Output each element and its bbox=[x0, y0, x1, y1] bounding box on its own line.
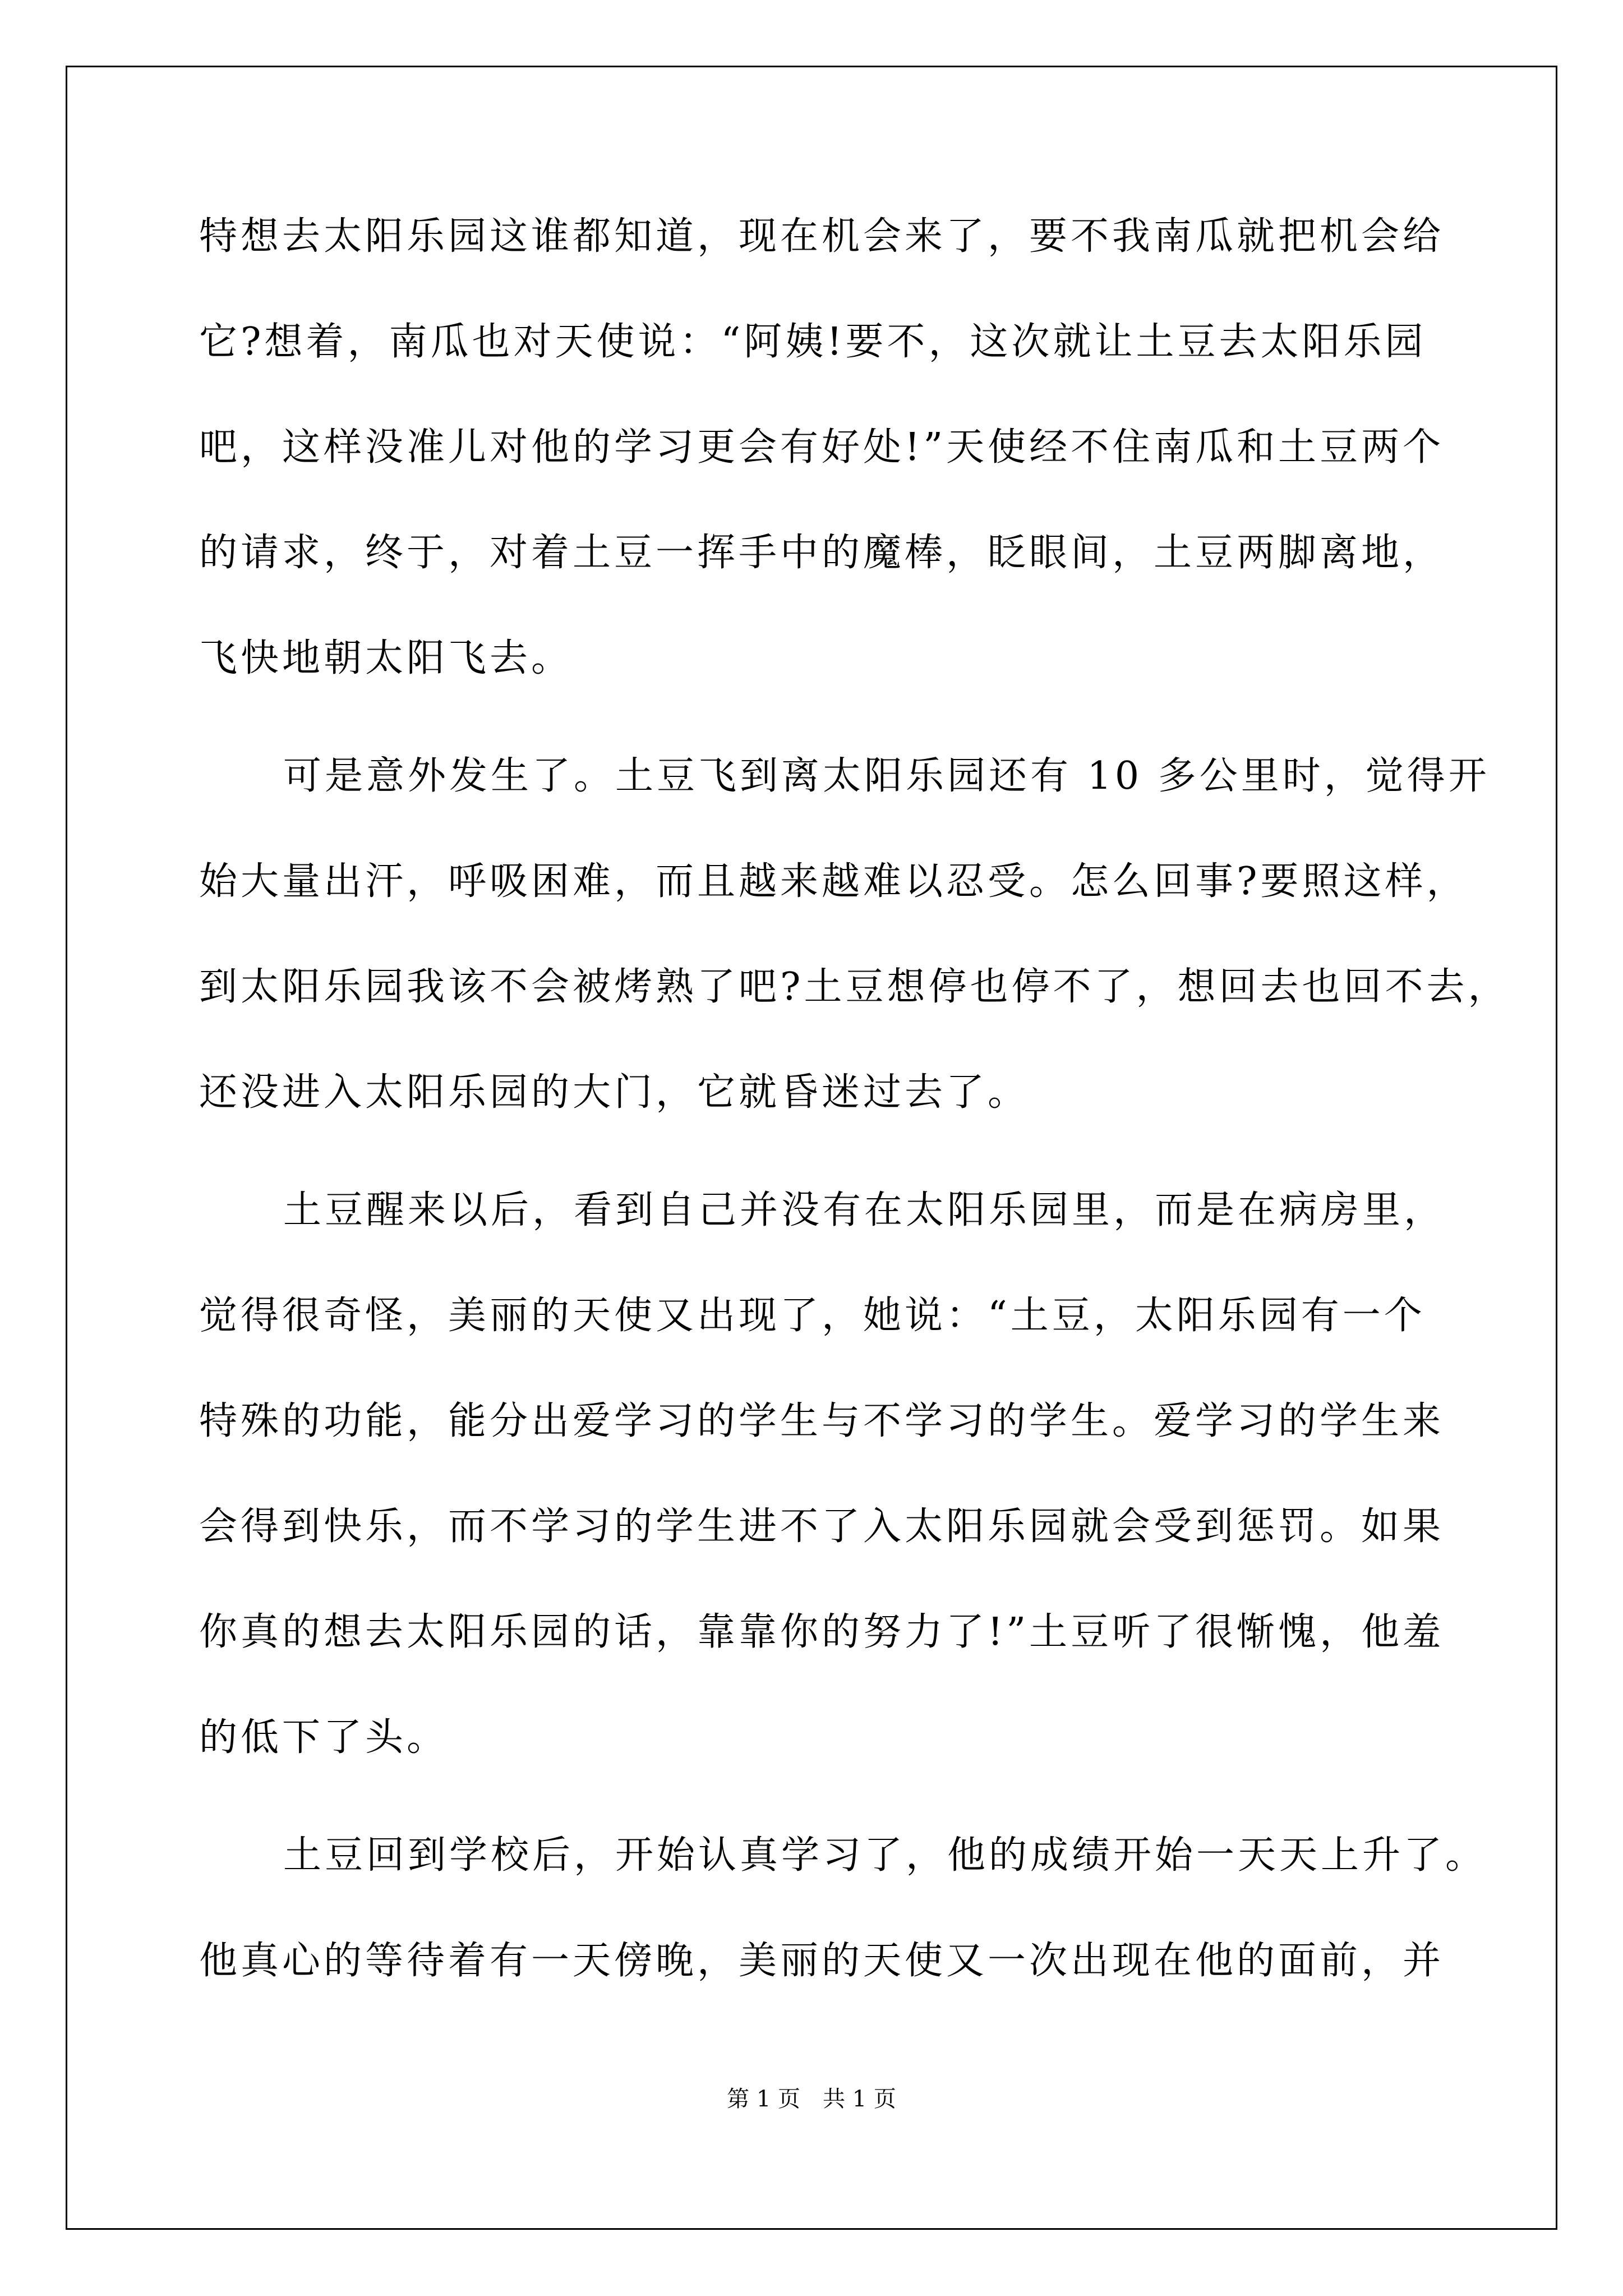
page-border bbox=[66, 66, 1557, 2230]
text-line: 到太阳乐园我该不会被烤熟了吧?土豆想停也停不了，想回去也回不去， bbox=[199, 965, 1510, 1009]
text-line: 会得到快乐，而不学习的学生进不了入太阳乐园就会受到惩罚。如果 bbox=[199, 1504, 1445, 1549]
text-line: 你真的想去太阳乐园的话，靠靠你的努力了!”土豆听了很惭愧，他羞 bbox=[199, 1610, 1445, 1654]
text-line: 特想去太阳乐园这谁都知道，现在机会来了，要不我南瓜就把机会给 bbox=[199, 214, 1445, 259]
paragraph-first-line: 可是意外发生了。土豆飞到离太阳乐园还有 10 多公里时，觉得开 bbox=[283, 754, 1490, 798]
text-line: 它?想着，南瓜也对天使说：“阿姨!要不，这次就让土豆去太阳乐园 bbox=[199, 320, 1427, 364]
paragraph-first-line: 土豆醒来以后，看到自己并没有在太阳乐园里，而是在病房里， bbox=[283, 1188, 1446, 1232]
page-number-footer: 第 1 页 共 1 页 bbox=[727, 2086, 896, 2112]
text-line: 的低下了头。 bbox=[199, 1715, 449, 1760]
text-line: 特殊的功能，能分出爱学习的学生与不学习的学生。爱学习的学生来 bbox=[199, 1399, 1445, 1443]
text-line: 还没进入太阳乐园的大门，它就昏迷过去了。 bbox=[199, 1070, 1030, 1115]
text-line: 的请求，终于，对着土豆一挥手中的魔棒，眨眼间，土豆两脚离地， bbox=[199, 531, 1445, 575]
text-line: 始大量出汗，呼吸困难，而且越来越难以忍受。怎么回事?要照这样， bbox=[199, 859, 1468, 904]
text-line: 他真心的等待着有一天傍晚，美丽的天使又一次出现在他的面前，并 bbox=[199, 1939, 1445, 1983]
paragraph-first-line: 土豆回到学校后，开始认真学习了，他的成绩开始一天天上升了。 bbox=[283, 1833, 1487, 1878]
text-line: 吧，这样没准儿对他的学习更会有好处!”天使经不住南瓜和土豆两个 bbox=[199, 425, 1445, 470]
text-line: 觉得很奇怪，美丽的天使又出现了，她说：“土豆，太阳乐园有一个 bbox=[199, 1294, 1426, 1338]
text-line: 飞快地朝太阳飞去。 bbox=[199, 636, 573, 680]
